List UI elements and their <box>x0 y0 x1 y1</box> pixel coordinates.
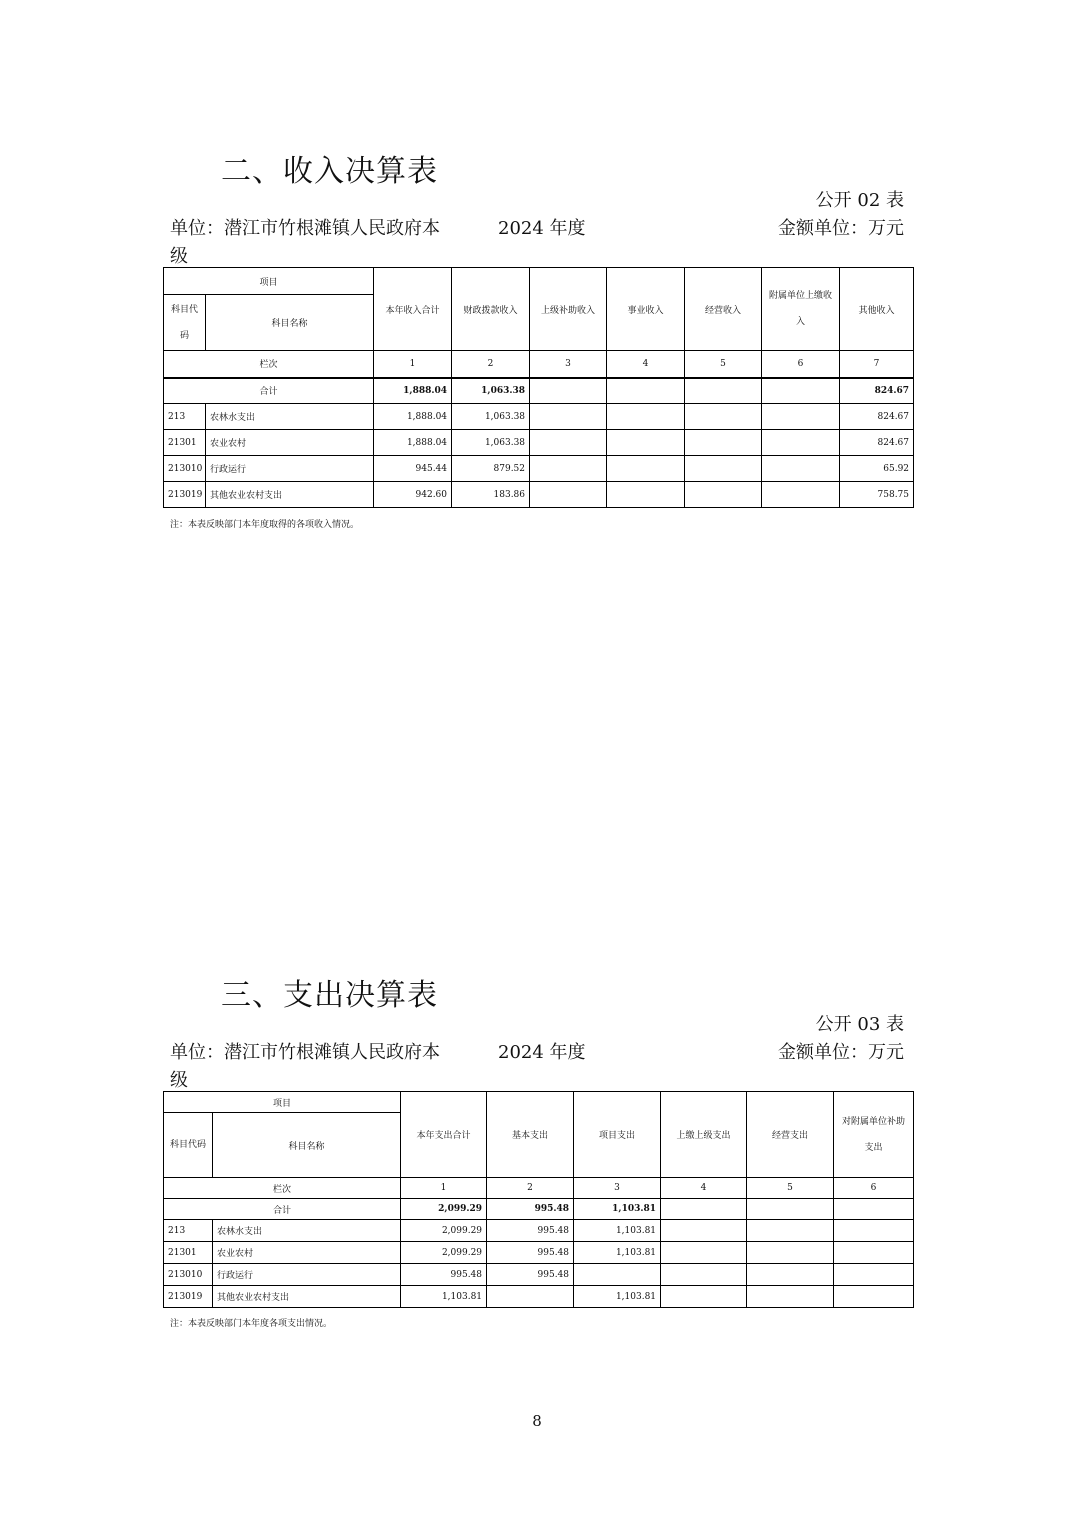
income-form-number: 公开 02 表 <box>815 190 904 211</box>
row-value: 945.44 <box>374 456 452 482</box>
row-value <box>747 1242 834 1264</box>
header-col-3: 项目支出 <box>574 1092 661 1178</box>
row-value <box>487 1286 574 1308</box>
row-value <box>834 1220 914 1242</box>
col-index: 1 <box>374 351 452 378</box>
row-value <box>762 404 840 430</box>
total-label: 合计 <box>164 378 374 404</box>
header-name: 科目名称 <box>213 1113 401 1178</box>
table-row <box>164 456 914 482</box>
total-value <box>762 378 840 404</box>
row-value <box>661 1286 747 1308</box>
total-label: 合计 <box>164 1199 401 1220</box>
row-value: 995.48 <box>401 1264 487 1286</box>
row-value <box>661 1242 747 1264</box>
income-table <box>163 267 914 508</box>
row-value <box>607 430 685 456</box>
row-value: 942.60 <box>374 482 452 508</box>
header-col-4: 上缴上级支出 <box>661 1092 747 1178</box>
row-value: 1,103.81 <box>401 1286 487 1308</box>
col-index-label: 栏次 <box>164 1178 401 1199</box>
total-value <box>685 378 762 404</box>
row-value <box>607 404 685 430</box>
income-unit: 单位：潜江市竹根滩镇人民政府本 <box>170 218 440 239</box>
row-name: 其他农业农村支出 <box>206 482 374 508</box>
row-code: 21301 <box>164 1242 213 1264</box>
header-col-3: 上级补助收入 <box>530 268 607 351</box>
col-index: 2 <box>452 351 530 378</box>
row-value <box>607 456 685 482</box>
header-col-1: 本年支出合计 <box>401 1092 487 1178</box>
row-value: 2,099.29 <box>401 1242 487 1264</box>
row-code: 213019 <box>164 1286 213 1308</box>
row-code: 213 <box>164 1220 213 1242</box>
header-col-2: 基本支出 <box>487 1092 574 1178</box>
col-index: 6 <box>762 351 840 378</box>
row-value <box>747 1286 834 1308</box>
row-value: 1,103.81 <box>574 1286 661 1308</box>
total-value: 2,099.29 <box>401 1199 487 1220</box>
col-index: 6 <box>834 1178 914 1199</box>
row-name: 其他农业农村支出 <box>213 1286 401 1308</box>
row-value: 758.75 <box>840 482 914 508</box>
row-value <box>834 1264 914 1286</box>
expense-year: 2024 年度 <box>498 1042 586 1063</box>
row-value: 995.48 <box>487 1242 574 1264</box>
row-value <box>607 482 685 508</box>
page-number: 8 <box>532 1412 542 1430</box>
total-value: 1,103.81 <box>574 1199 661 1220</box>
row-name: 农业农村 <box>206 430 374 456</box>
expense-note: 注：本表反映部门本年度各项支出情况。 <box>170 1319 333 1329</box>
row-name: 行政运行 <box>206 456 374 482</box>
row-value: 1,063.38 <box>452 404 530 430</box>
row-value <box>685 482 762 508</box>
row-value: 824.67 <box>840 404 914 430</box>
total-value: 995.48 <box>487 1199 574 1220</box>
row-value <box>834 1242 914 1264</box>
header-col-6: 附属单位上缴收入 <box>762 268 840 351</box>
row-value: 1,103.81 <box>574 1220 661 1242</box>
expense-table <box>163 1091 914 1308</box>
total-value <box>530 378 607 404</box>
row-value <box>834 1286 914 1308</box>
row-value: 65.92 <box>840 456 914 482</box>
row-code: 213 <box>164 404 206 430</box>
col-index: 4 <box>661 1178 747 1199</box>
total-value <box>834 1199 914 1220</box>
header-col-7: 其他收入 <box>840 268 914 351</box>
row-value: 1,888.04 <box>374 430 452 456</box>
row-value <box>747 1264 834 1286</box>
col-index: 2 <box>487 1178 574 1199</box>
header-col-2: 财政拨款收入 <box>452 268 530 351</box>
income-amount-unit: 金额单位：万元 <box>778 218 904 239</box>
row-value <box>762 482 840 508</box>
total-value <box>661 1199 747 1220</box>
total-value: 1,888.04 <box>374 378 452 404</box>
income-unit-cont: 级 <box>170 246 188 267</box>
row-name: 农林水支出 <box>206 404 374 430</box>
header-col-4: 事业收入 <box>607 268 685 351</box>
expense-amount-unit: 金额单位：万元 <box>778 1042 904 1063</box>
col-index: 3 <box>574 1178 661 1199</box>
row-code: 213019 <box>164 482 206 508</box>
row-value <box>530 456 607 482</box>
row-value: 183.86 <box>452 482 530 508</box>
income-note: 注：本表反映部门本年度取得的各项收入情况。 <box>170 520 360 530</box>
header-col-1: 本年收入合计 <box>374 268 452 351</box>
expense-title: 三、支出决算表 <box>221 978 438 1013</box>
col-index: 4 <box>607 351 685 378</box>
row-value <box>685 404 762 430</box>
row-value: 2,099.29 <box>401 1220 487 1242</box>
header-code: 科目代码 <box>164 295 206 351</box>
row-value <box>530 482 607 508</box>
row-value <box>661 1220 747 1242</box>
header-project: 项目 <box>164 1092 401 1113</box>
row-value <box>747 1220 834 1242</box>
row-value: 995.48 <box>487 1220 574 1242</box>
row-name: 农业农村 <box>213 1242 401 1264</box>
row-value: 1,063.38 <box>452 430 530 456</box>
header-project: 项目 <box>164 268 374 295</box>
col-index: 5 <box>747 1178 834 1199</box>
total-value: 824.67 <box>840 378 914 404</box>
expense-unit: 单位：潜江市竹根滩镇人民政府本 <box>170 1042 440 1063</box>
row-code: 21301 <box>164 430 206 456</box>
table-row <box>164 404 914 430</box>
table-row <box>164 1242 914 1264</box>
header-name: 科目名称 <box>206 295 374 351</box>
row-value: 1,103.81 <box>574 1242 661 1264</box>
header-col-6: 对附属单位补助支出 <box>834 1092 914 1178</box>
row-value <box>762 430 840 456</box>
col-index: 1 <box>401 1178 487 1199</box>
row-code: 213010 <box>164 456 206 482</box>
row-value <box>762 456 840 482</box>
expense-unit-cont: 级 <box>170 1070 188 1091</box>
row-name: 农林水支出 <box>213 1220 401 1242</box>
header-col-5: 经营收入 <box>685 268 762 351</box>
table-row <box>164 1220 914 1242</box>
row-value: 1,888.04 <box>374 404 452 430</box>
col-index: 7 <box>840 351 914 378</box>
row-value <box>530 430 607 456</box>
total-value <box>607 378 685 404</box>
expense-form-number: 公开 03 表 <box>815 1014 904 1035</box>
row-value <box>685 456 762 482</box>
income-title: 二、收入决算表 <box>221 154 438 189</box>
table-row <box>164 1286 914 1308</box>
table-row <box>164 430 914 456</box>
header-code: 科目代码 <box>164 1113 213 1178</box>
row-value: 879.52 <box>452 456 530 482</box>
total-value: 1,063.38 <box>452 378 530 404</box>
table-row <box>164 1264 914 1286</box>
row-value <box>530 404 607 430</box>
table-row <box>164 482 914 508</box>
total-value <box>747 1199 834 1220</box>
row-code: 213010 <box>164 1264 213 1286</box>
row-value: 824.67 <box>840 430 914 456</box>
row-name: 行政运行 <box>213 1264 401 1286</box>
row-value <box>661 1264 747 1286</box>
row-value <box>685 430 762 456</box>
income-year: 2024 年度 <box>498 218 586 239</box>
col-index: 5 <box>685 351 762 378</box>
header-col-5: 经营支出 <box>747 1092 834 1178</box>
row-value <box>574 1264 661 1286</box>
col-index-label: 栏次 <box>164 351 374 378</box>
col-index: 3 <box>530 351 607 378</box>
row-value: 995.48 <box>487 1264 574 1286</box>
